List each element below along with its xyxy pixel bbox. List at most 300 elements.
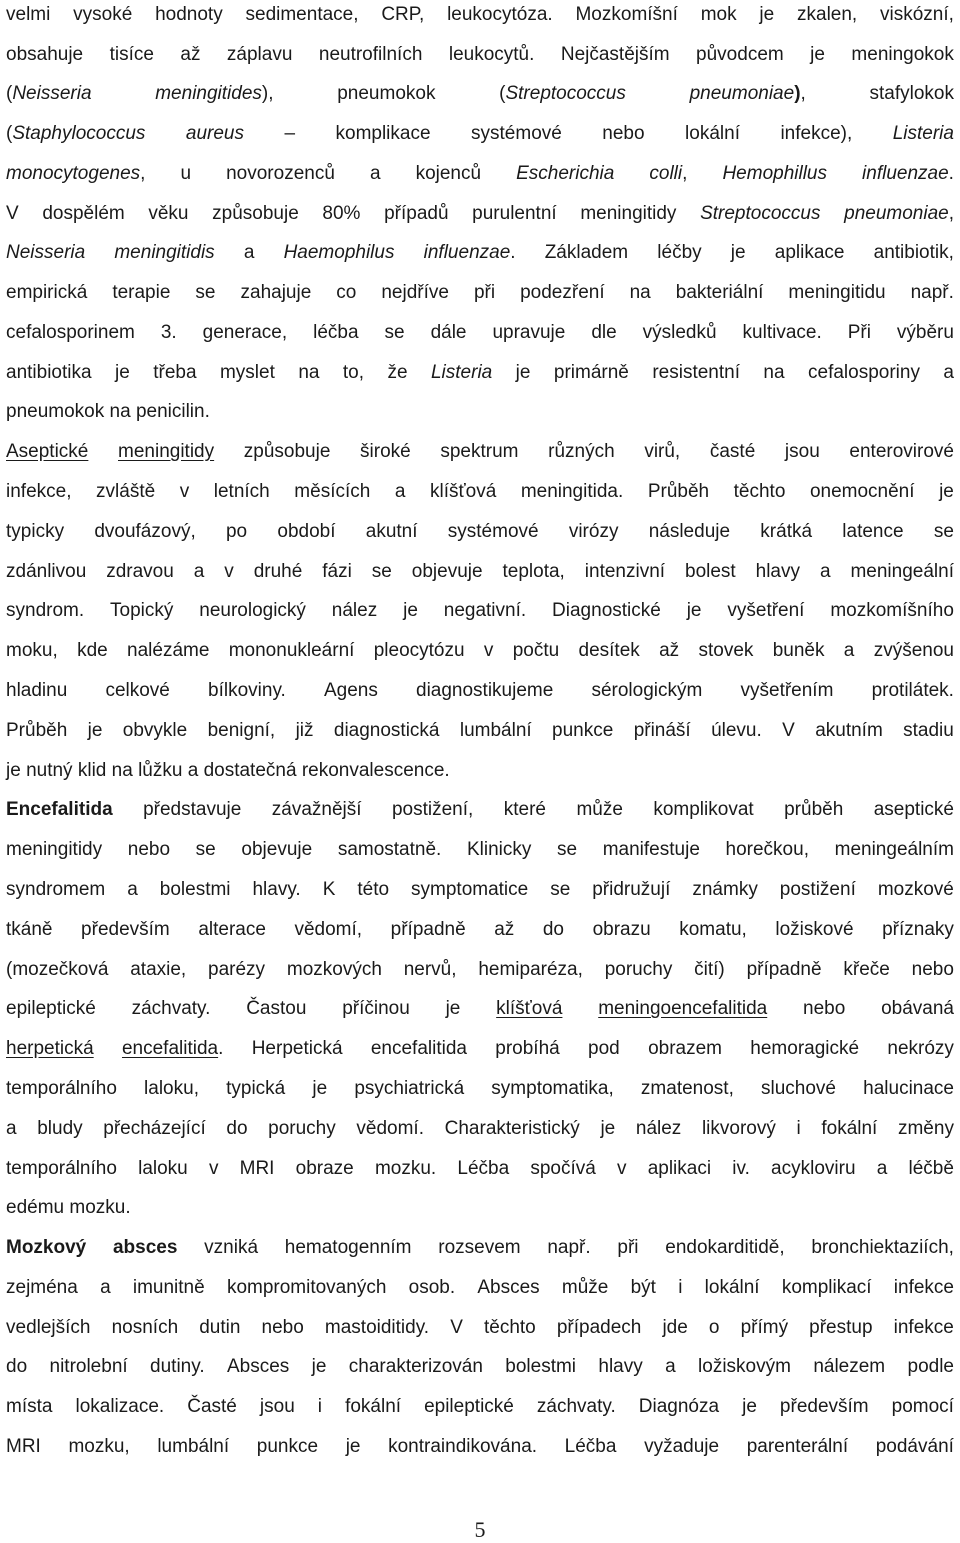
word: představuje	[143, 799, 242, 820]
word-group	[692, 875, 757, 905]
word: poruchy	[268, 1118, 336, 1139]
word: diagnostická	[333, 720, 440, 741]
word: V	[450, 1317, 463, 1338]
word: cefalosporinem	[6, 322, 135, 343]
word: 3.	[160, 322, 177, 343]
word-group	[336, 119, 431, 149]
word-group	[6, 1313, 91, 1343]
word: meningitidu	[788, 282, 886, 303]
word-group	[521, 477, 623, 507]
underlined-term: meningitidy	[118, 441, 215, 462]
word: přímý	[740, 1317, 789, 1338]
word: se	[933, 521, 954, 542]
italic-term: meningitidis	[114, 242, 215, 263]
word: kde	[77, 640, 108, 661]
word: ),	[261, 83, 274, 104]
word-group	[6, 0, 50, 30]
word-group	[862, 159, 954, 189]
word-group	[848, 318, 871, 348]
word-group	[241, 835, 312, 865]
word-group	[575, 0, 677, 30]
word: záplavu	[226, 44, 293, 65]
word: pneumokok	[6, 401, 105, 422]
word-group	[240, 1154, 275, 1184]
word-group	[424, 1392, 514, 1422]
word: se	[371, 561, 392, 582]
word: časté	[709, 441, 756, 462]
word: virů,	[644, 441, 681, 462]
word-group	[50, 1352, 128, 1382]
word-group	[123, 716, 187, 746]
word-group	[569, 517, 619, 547]
word: velmi	[6, 4, 51, 25]
word-group	[516, 159, 614, 189]
word-group	[6, 1432, 41, 1462]
word: K	[322, 879, 336, 900]
word-group	[6, 358, 92, 388]
text-line	[6, 358, 954, 388]
word: vědomí,	[294, 919, 363, 940]
word: nález	[635, 1118, 682, 1139]
word-group	[312, 1074, 327, 1104]
word-group	[756, 557, 800, 587]
text-line	[6, 40, 954, 70]
word: se	[195, 282, 216, 303]
word-group	[416, 676, 553, 706]
word: postižení	[779, 879, 856, 900]
word: obávaná	[881, 998, 954, 1019]
word-group	[598, 994, 767, 1024]
word: meningitida.	[520, 481, 624, 502]
word: zdánlivou	[6, 561, 87, 582]
word: zejména	[6, 1277, 78, 1298]
word-group	[194, 557, 205, 587]
word: hematogenním	[284, 1237, 412, 1258]
word-group	[679, 915, 747, 945]
word-group	[391, 915, 466, 945]
word-group	[652, 358, 740, 388]
word: infekce),	[780, 123, 853, 144]
word: akutním	[815, 720, 883, 741]
word: se	[557, 839, 578, 860]
word-group	[494, 915, 514, 945]
text-line	[6, 79, 954, 109]
word: dutin	[199, 1317, 241, 1338]
word: sedimentace,	[245, 4, 359, 25]
text-line	[6, 596, 954, 626]
word-group	[409, 1273, 455, 1303]
word: alterace	[198, 919, 266, 940]
word-group	[773, 636, 825, 666]
word-group	[81, 915, 170, 945]
word-group	[842, 517, 903, 547]
word: a	[876, 1158, 888, 1179]
word: aplikaci	[647, 1158, 712, 1179]
word-group	[440, 437, 518, 467]
text-line	[6, 955, 954, 985]
italic-term: colli	[649, 163, 683, 184]
word: aseptické	[873, 799, 954, 820]
word-group	[226, 1074, 285, 1104]
word-group	[711, 716, 762, 746]
word-group	[227, 40, 293, 70]
word: zkalen,	[797, 4, 858, 25]
word: je	[810, 44, 825, 65]
word-group	[96, 477, 155, 507]
word-group	[548, 437, 615, 467]
word-group	[186, 119, 244, 149]
word: vedlejších	[6, 1317, 91, 1338]
text-line	[6, 994, 954, 1024]
word: Časté	[187, 1396, 237, 1417]
word-group	[6, 1233, 86, 1263]
word-group	[94, 517, 195, 547]
word-group	[588, 1034, 620, 1064]
word: že	[387, 362, 408, 383]
word: edému	[6, 1197, 65, 1218]
word-group	[214, 477, 270, 507]
word-group	[6, 437, 88, 467]
word-group	[384, 199, 448, 229]
word-group	[6, 795, 113, 825]
word-group	[808, 358, 920, 388]
word: temporálního	[6, 1158, 117, 1179]
word: leukocytóza.	[447, 4, 553, 25]
word-group	[727, 596, 804, 626]
word-group	[204, 1233, 258, 1263]
word-group	[6, 278, 87, 308]
word-group	[576, 795, 622, 825]
word: desítek	[578, 640, 640, 661]
word-group	[878, 875, 954, 905]
word-group	[6, 1273, 78, 1303]
word: léčba	[313, 322, 359, 343]
word-group	[477, 1273, 539, 1303]
word-group	[318, 1392, 322, 1422]
word: nálezem	[813, 1356, 886, 1377]
word-group	[322, 199, 360, 229]
word: bludy	[37, 1118, 83, 1139]
word-group	[227, 1273, 386, 1303]
word: ložiskové	[775, 919, 854, 940]
word-group	[782, 716, 795, 746]
italic-term: Haemophilus	[283, 242, 395, 263]
word-group	[252, 875, 300, 905]
word: to,	[342, 362, 365, 383]
word-group	[649, 517, 730, 547]
italic-term: pneumoniae	[689, 83, 795, 104]
word: pod	[588, 1038, 620, 1059]
word: Častou	[246, 998, 307, 1019]
word-group	[374, 636, 465, 666]
word-group	[472, 199, 557, 229]
word: infekce	[893, 1317, 954, 1338]
word-group	[105, 676, 169, 706]
word: je	[403, 600, 418, 621]
text-line	[6, 835, 954, 865]
word: lokální	[685, 123, 740, 144]
word-group	[229, 636, 355, 666]
word: měsících	[294, 481, 371, 502]
word-group	[430, 477, 496, 507]
word-group	[657, 238, 701, 268]
text-line	[6, 517, 954, 547]
word: neutrofilních	[318, 44, 423, 65]
word-group	[474, 278, 495, 308]
word-group	[157, 1432, 229, 1462]
word: endokarditidě,	[665, 1237, 785, 1258]
word-group	[843, 955, 889, 985]
word: symptomatice	[411, 879, 529, 900]
word-group	[747, 955, 822, 985]
text-line	[6, 557, 954, 587]
word: záchvaty.	[131, 998, 211, 1019]
word-group	[6, 1392, 52, 1422]
word-group	[354, 1074, 464, 1104]
word: infekce	[893, 1277, 954, 1298]
word: u	[180, 163, 192, 184]
word: osob.	[408, 1277, 456, 1298]
word: halucinace	[863, 1078, 954, 1099]
word: a	[665, 1356, 676, 1377]
word-group	[132, 994, 211, 1024]
word-group	[6, 119, 145, 149]
word: zmatenost,	[640, 1078, 734, 1099]
word-group	[591, 676, 702, 706]
word: při	[473, 282, 496, 303]
word: (	[6, 123, 13, 144]
word: bakteriální	[675, 282, 764, 303]
word: období	[277, 521, 336, 542]
word-group	[775, 238, 845, 268]
word-group	[698, 636, 753, 666]
word-group	[785, 437, 820, 467]
word: dutiny.	[150, 1356, 205, 1377]
word: Nejčastějším	[560, 44, 670, 65]
word: nebo	[803, 998, 846, 1019]
text-line	[6, 716, 954, 746]
word: Topický	[110, 600, 174, 621]
word-group	[115, 358, 130, 388]
text-line	[6, 199, 954, 229]
word: krátká	[760, 521, 813, 542]
word-group	[457, 1154, 509, 1184]
word: systémové	[447, 521, 539, 542]
word-group	[700, 199, 820, 229]
word-group	[438, 1233, 520, 1263]
word-group	[6, 159, 145, 189]
word-group	[648, 477, 709, 507]
word-group	[6, 955, 108, 985]
word: Absces	[477, 1277, 540, 1298]
word: je	[115, 362, 130, 383]
word: MRI	[239, 1158, 275, 1179]
word-group	[747, 1432, 848, 1462]
word: především	[779, 1396, 869, 1417]
word: benigní,	[207, 720, 276, 741]
word: záchvaty.	[536, 1396, 616, 1417]
word: ložiskovým	[698, 1356, 791, 1377]
word-group	[530, 1154, 595, 1184]
bold-term: absces	[112, 1237, 178, 1258]
word: na	[763, 362, 785, 383]
word: (mozečková	[6, 959, 109, 980]
word-group	[450, 1313, 463, 1343]
italic-term: Neisseria	[6, 242, 86, 263]
word: protilátek.	[871, 680, 954, 701]
word: pneumokok	[337, 83, 436, 104]
word: i	[317, 1396, 323, 1417]
word-group	[370, 159, 381, 189]
word-group	[844, 636, 855, 666]
word: dostatečná	[203, 760, 297, 781]
word: Klinicky	[466, 839, 532, 860]
word-group	[6, 318, 135, 348]
word-group	[342, 994, 410, 1024]
word: antibiotik,	[873, 242, 954, 263]
word-group	[155, 79, 273, 109]
italic-term: influenzae	[862, 163, 949, 184]
word-group	[37, 1114, 82, 1144]
word-group	[552, 716, 613, 746]
word: známky	[692, 879, 758, 900]
word-group	[312, 1352, 327, 1382]
word-group	[103, 1114, 205, 1144]
word-group	[180, 477, 190, 507]
word-group	[894, 1313, 954, 1343]
word-group	[903, 716, 954, 746]
word: např.	[910, 282, 954, 303]
word-group	[887, 1034, 954, 1064]
word: punkce	[256, 1436, 319, 1457]
word-group	[844, 199, 954, 229]
word-group	[226, 1114, 247, 1144]
word: vyšetření	[727, 600, 805, 621]
word-group	[600, 1114, 615, 1144]
word: mozkové	[877, 879, 954, 900]
word-group	[676, 278, 764, 308]
word: punkce	[552, 720, 614, 741]
word-group	[343, 358, 364, 388]
word-group	[775, 915, 853, 945]
bold-term: Mozkový	[6, 1237, 87, 1258]
word-group	[6, 1114, 17, 1144]
word: empirická	[6, 282, 88, 303]
word: i	[796, 1118, 801, 1139]
word-group	[810, 40, 825, 70]
word: je	[686, 600, 702, 621]
word-group	[520, 278, 605, 308]
word-group	[678, 1273, 682, 1303]
word: přidružují	[592, 879, 671, 900]
word: resistentní	[652, 362, 740, 383]
text-line	[6, 1273, 954, 1303]
word: epileptické	[424, 1396, 514, 1417]
word: Mozkomíšní	[575, 4, 678, 25]
word: laloku,	[144, 1078, 199, 1099]
word-group	[813, 1352, 885, 1382]
word: tkáně	[6, 919, 53, 940]
word: výsledků	[642, 322, 717, 343]
word: způsobuje	[212, 203, 299, 224]
word: kultivace.	[742, 322, 822, 343]
word-group	[203, 318, 288, 348]
word: a	[127, 879, 138, 900]
word-group	[332, 596, 377, 626]
word: na	[109, 401, 131, 422]
word-group	[908, 1154, 953, 1184]
word: až	[180, 44, 201, 65]
word: je	[445, 998, 461, 1019]
word-group	[648, 1154, 711, 1184]
word: lokální	[704, 1277, 760, 1298]
word-group	[143, 795, 241, 825]
word: viskózní,	[880, 4, 954, 25]
word-group	[447, 0, 553, 30]
word-group	[277, 517, 335, 547]
word: syndromem	[6, 879, 106, 900]
word-group	[395, 477, 406, 507]
word-group	[298, 358, 319, 388]
word-group	[252, 1034, 343, 1064]
word-group	[636, 1114, 681, 1144]
word-group	[285, 1233, 412, 1263]
word-group	[313, 318, 358, 348]
word-group	[6, 477, 71, 507]
word: i	[678, 1277, 683, 1298]
word-group	[73, 0, 132, 30]
word: fokální	[345, 1396, 402, 1417]
word-group	[319, 40, 423, 70]
word: symptomatika,	[491, 1078, 614, 1099]
word: upravuje	[492, 322, 566, 343]
word: je	[759, 4, 775, 25]
word-group	[876, 1432, 954, 1462]
word: stadiu	[903, 720, 954, 741]
word-group	[431, 358, 492, 388]
word: acykloviru	[771, 1158, 856, 1179]
italic-term: Staphylococcus	[12, 123, 146, 144]
word-group	[815, 716, 883, 746]
word: nález	[331, 600, 378, 621]
italic-term: Neisseria	[12, 83, 92, 104]
word-group	[710, 437, 755, 467]
word: Agens	[323, 680, 378, 701]
word: terapie	[112, 282, 171, 303]
bold-term: Encefalitida	[6, 799, 113, 820]
word-group	[294, 477, 370, 507]
word-group	[387, 358, 407, 388]
word-group	[110, 40, 154, 70]
text-line	[6, 1193, 954, 1223]
word-group	[385, 318, 405, 348]
text-line	[6, 756, 954, 786]
word-group	[372, 557, 392, 587]
word-group	[617, 1154, 627, 1184]
underlined-term: meningoencefalitida	[598, 998, 768, 1019]
word: myslet	[219, 362, 275, 383]
word: do	[6, 1356, 28, 1377]
word-group	[851, 40, 953, 70]
word-group	[685, 557, 736, 587]
word-group	[431, 318, 467, 348]
word-group	[6, 40, 83, 70]
text-line	[6, 1233, 954, 1263]
word: meningokok	[851, 44, 954, 65]
word-group	[687, 596, 702, 626]
word-group	[208, 955, 265, 985]
word-group	[244, 238, 255, 268]
